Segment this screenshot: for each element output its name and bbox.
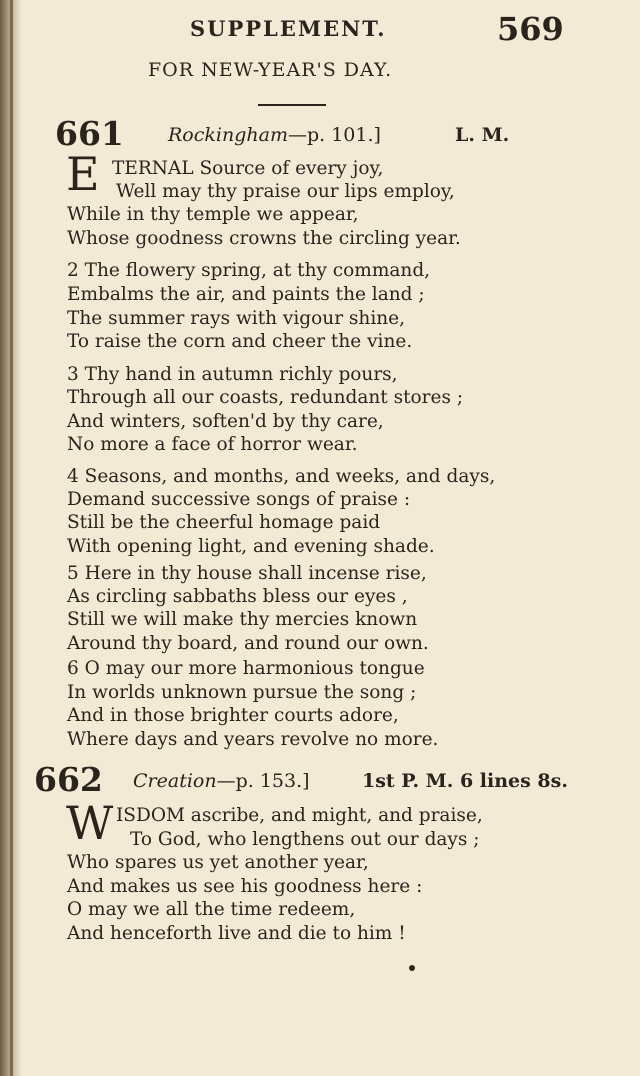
tune-page: —p. 153.] bbox=[216, 770, 310, 792]
tune-name: Creation bbox=[133, 770, 217, 792]
verse-line: Still be the cheerful homage paid bbox=[67, 512, 381, 533]
verse-line: TERNAL Source of every joy, bbox=[112, 158, 384, 179]
verse-line: As circling sabbaths bless our eyes , bbox=[67, 586, 408, 607]
printer-mark bbox=[409, 965, 415, 971]
verse-line: And winters, soften'd by thy care, bbox=[67, 411, 384, 432]
drop-cap: W bbox=[66, 796, 114, 850]
header-rule bbox=[258, 104, 326, 106]
verse-line: Around thy board, and round our own. bbox=[67, 633, 429, 654]
verse-line: ISDOM ascribe, and might, and praise, bbox=[116, 805, 483, 826]
tune-reference bbox=[168, 124, 381, 146]
verse-line: Still we will make thy mercies known bbox=[67, 609, 418, 630]
hymn-number: 662 bbox=[34, 760, 103, 799]
tune-reference bbox=[133, 770, 310, 792]
verse-line: And in those brighter courts adore, bbox=[67, 705, 399, 726]
verse-line: And makes us see his goodness here : bbox=[67, 876, 423, 897]
section-title: FOR NEW-YEAR'S DAY. bbox=[148, 59, 393, 81]
verse-line: Embalms the air, and paints the land ; bbox=[67, 284, 425, 305]
verse-line: 4 Seasons, and months, and weeks, and days, bbox=[67, 466, 496, 487]
hymn-number: 661 bbox=[55, 114, 124, 153]
hymn-meter: L. M. bbox=[455, 124, 510, 146]
verse-line: To raise the corn and cheer the vine. bbox=[67, 331, 413, 352]
verse-line: While in thy temple we appear, bbox=[67, 204, 359, 225]
verse-line: Demand successive songs of praise : bbox=[67, 489, 411, 510]
verse-line: Where days and years revolve no more. bbox=[67, 729, 439, 750]
verse-line: In worlds unknown pursue the song ; bbox=[67, 682, 417, 703]
tune-page: —p. 101.] bbox=[287, 124, 381, 146]
verse-line: 5 Here in thy house shall incense rise, bbox=[67, 563, 427, 584]
hymn-heading-662 bbox=[0, 760, 640, 800]
verse-line: 6 O may our more harmonious tongue bbox=[67, 658, 425, 679]
verse-line: Through all our coasts, redundant stores ; bbox=[67, 387, 464, 408]
verse-line: And henceforth live and die to him ! bbox=[67, 923, 406, 944]
hymn-meter: 1st P. M. 6 lines 8s. bbox=[362, 770, 568, 792]
verse-line: 2 The flowery spring, at thy command, bbox=[67, 260, 431, 281]
verse-line: Whose goodness crowns the circling year. bbox=[67, 228, 461, 249]
verse-line: 3 Thy hand in autumn richly pours, bbox=[67, 364, 398, 385]
verse-line: O may we all the time redeem, bbox=[67, 899, 356, 920]
running-head: SUPPLEMENT. bbox=[190, 16, 387, 41]
verse-line: To God, who lengthens out our days ; bbox=[130, 829, 480, 850]
tune-name: Rockingham bbox=[168, 124, 288, 146]
verse-line: With opening light, and evening shade. bbox=[67, 536, 435, 557]
verse-line: The summer rays with vigour shine, bbox=[67, 308, 405, 329]
page-number: 569 bbox=[497, 10, 564, 48]
drop-cap: E bbox=[66, 147, 100, 201]
verse-line: Well may thy praise our lips employ, bbox=[116, 181, 455, 202]
verse-line: No more a face of horror wear. bbox=[67, 434, 358, 455]
verse-line: Who spares us yet another year, bbox=[67, 852, 369, 873]
